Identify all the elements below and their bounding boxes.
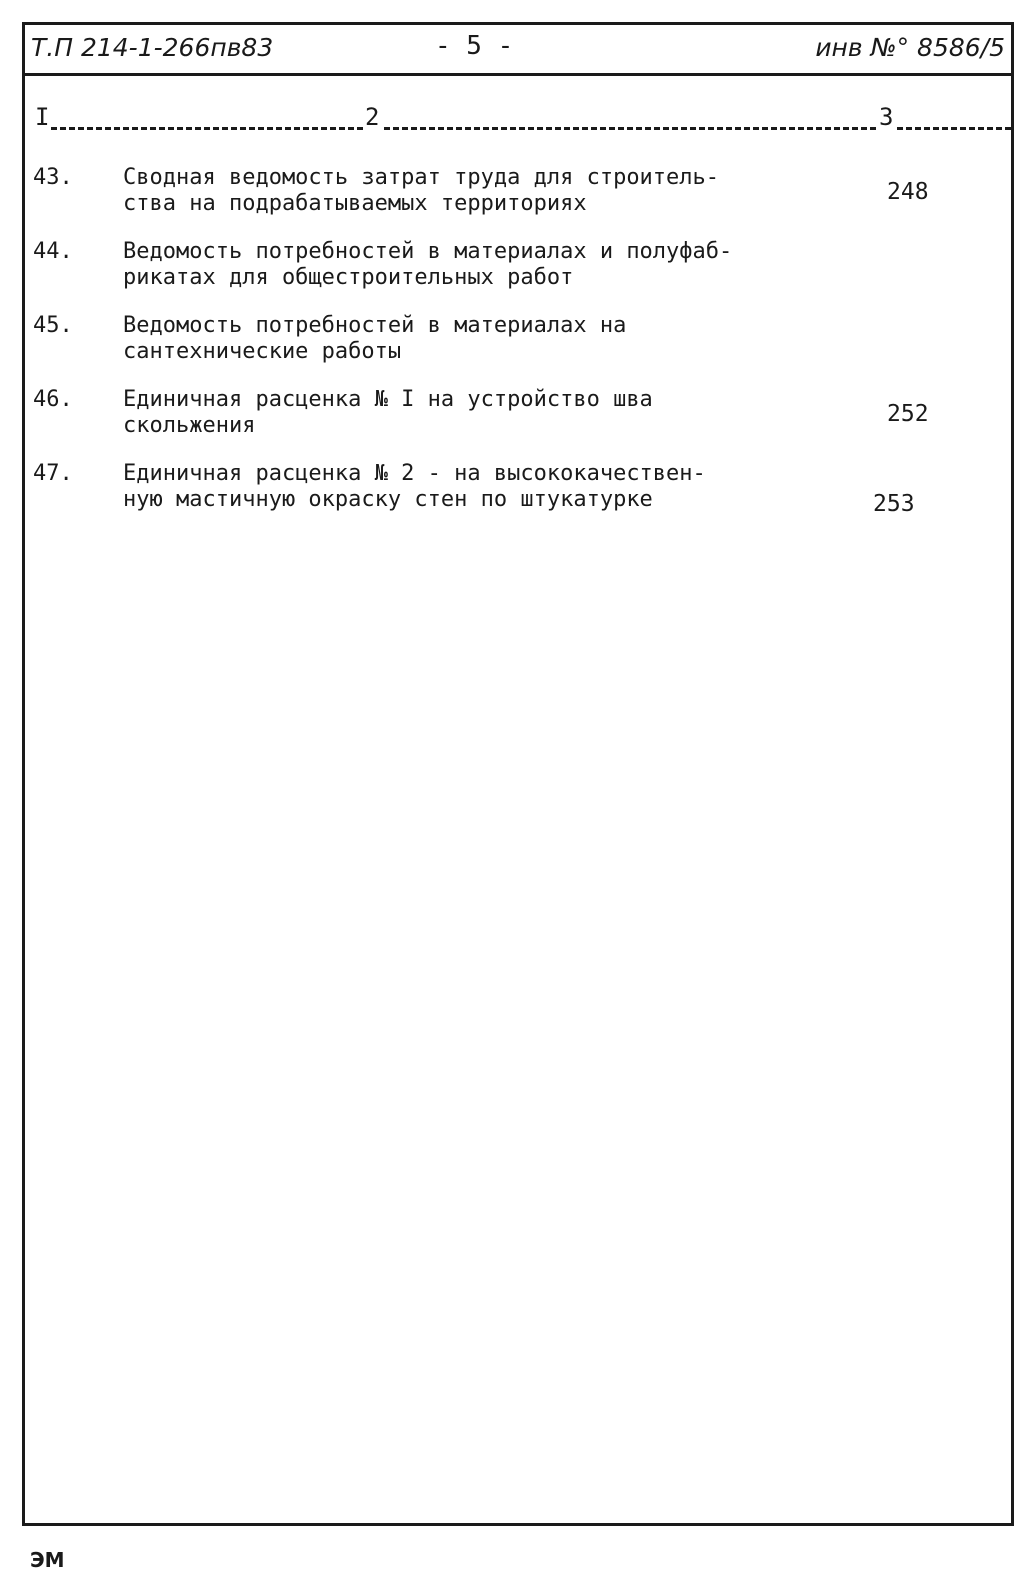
entry-title (123, 165, 843, 217)
entry-title (123, 239, 843, 291)
entry-index: 47. (33, 461, 73, 486)
inventory-number: инв №° 8586/5 (815, 33, 1005, 62)
document-code: Т.П 214-1-266пв83 (31, 33, 274, 62)
entry-page: 248 (887, 179, 929, 205)
contents-list (25, 165, 1011, 535)
entry-title-line: ную мастичную окраску стен по штукатурке (123, 487, 653, 512)
entry-title-line: ства на подрабатываемых территориях (123, 191, 587, 216)
entry-title-line: Единичная расценка № 2 - на высококачествен- (123, 461, 706, 486)
entry-title (123, 387, 843, 439)
entry-title-line: Ведомость потребностей в материалах и полуфаб- (123, 239, 733, 264)
list-item (25, 313, 1011, 387)
column-number-1: I (35, 103, 50, 131)
entry-index: 45. (33, 313, 73, 338)
entry-title (123, 461, 843, 513)
entry-title (123, 313, 843, 365)
entry-index: 43. (33, 165, 73, 190)
page-number: - 5 - (435, 31, 514, 61)
entry-title-line: Единичная расценка № I на устройство шва (123, 387, 653, 412)
entry-index: 46. (33, 387, 73, 412)
column-header-row (25, 103, 1011, 133)
entry-page: 252 (887, 401, 929, 427)
list-item (25, 165, 1011, 239)
document-sheet (22, 22, 1014, 1526)
entry-title-line: скольжения (123, 413, 256, 438)
list-item (25, 461, 1011, 535)
list-item (25, 239, 1011, 313)
column-number-3: 3 (879, 103, 894, 131)
header-stamp-row (25, 25, 1011, 76)
entry-index: 44. (33, 239, 73, 264)
column-number-2: 2 (365, 103, 380, 131)
entry-page: 253 (873, 491, 915, 517)
list-item (25, 387, 1011, 461)
column-header-dashed-line (51, 127, 1011, 130)
entry-title-line: рикатах для общестроительных работ (123, 265, 574, 290)
entry-title-line: Ведомость потребностей в материалах на (123, 313, 627, 338)
footer-mark: ЭМ (30, 1548, 65, 1572)
entry-title-line: Сводная ведомость затрат труда для строитель- (123, 165, 720, 190)
entry-title-line: сантехнические работы (123, 339, 402, 364)
